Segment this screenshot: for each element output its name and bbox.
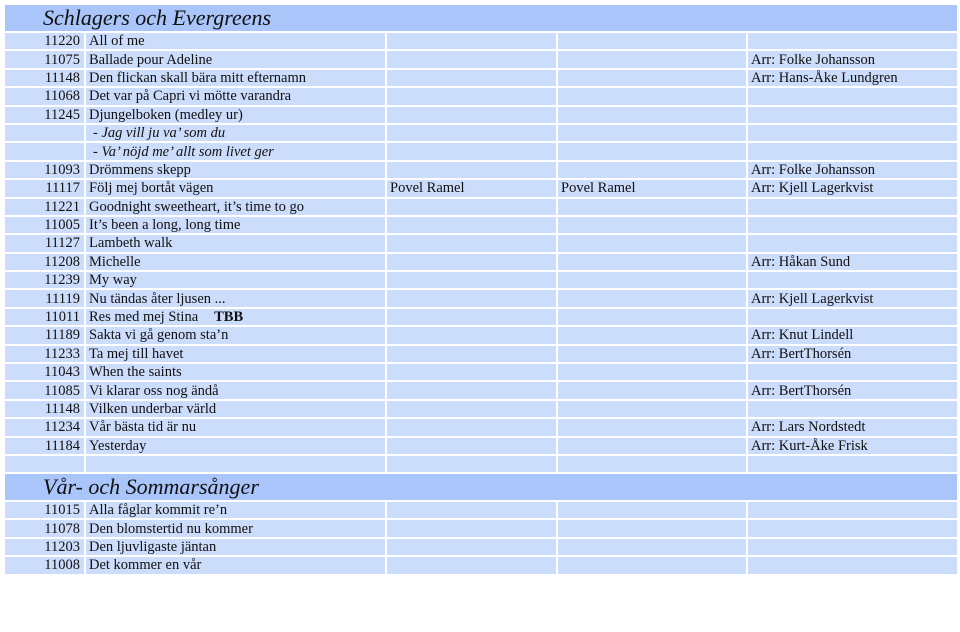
catalog-table	[3, 3, 959, 576]
lyricist-cell	[557, 289, 747, 307]
song-title	[85, 271, 386, 289]
medley-subtitle: - Va’ nöjd me’ allt som livet ger	[93, 143, 274, 160]
composer-cell: Povel Ramel	[386, 179, 557, 197]
composer-cell	[386, 161, 557, 179]
catalog-number: 11075	[4, 50, 85, 68]
composer-cell	[386, 50, 557, 68]
composer-cell	[386, 519, 557, 537]
song-title	[85, 326, 386, 344]
song-row	[4, 253, 958, 271]
composer-cell	[386, 198, 557, 216]
lyricist-cell	[557, 437, 747, 455]
empty-cell	[747, 455, 958, 473]
song-row	[4, 437, 958, 455]
spacer-row	[4, 455, 958, 473]
song-title	[85, 345, 386, 363]
lyricist-cell	[557, 400, 747, 418]
catalog-number: 11119	[4, 289, 85, 307]
song-title-text: Vår bästa tid är nu	[89, 419, 197, 436]
catalog-number	[4, 124, 85, 142]
song-title-text: Det var på Capri vi mötte varandra	[89, 88, 292, 105]
lyricist-cell	[557, 161, 747, 179]
composer-cell	[386, 32, 557, 50]
arranger-cell: Arr: Folke Johansson	[747, 161, 958, 179]
catalog-number: 11234	[4, 418, 85, 436]
catalog-number: 11008	[4, 556, 85, 574]
composer-cell	[386, 418, 557, 436]
song-title-text: My way	[89, 272, 137, 289]
lyricist-cell	[557, 106, 747, 124]
song-title-text: Ballade pour Adeline	[89, 51, 213, 68]
catalog-number: 11189	[4, 326, 85, 344]
arranger-cell	[747, 556, 958, 574]
song-title	[85, 161, 386, 179]
arranger-cell: Arr: BertThorsén	[747, 345, 958, 363]
song-title	[85, 124, 386, 142]
arranger-cell: Arr: Folke Johansson	[747, 50, 958, 68]
composer-cell	[386, 326, 557, 344]
song-title-text: Vilken underbar värld	[89, 401, 217, 417]
lyricist-cell	[557, 234, 747, 252]
arranger-cell: Arr: Kjell Lagerkvist	[747, 289, 958, 307]
lyricist-cell	[557, 363, 747, 381]
song-row	[4, 179, 958, 197]
song-row	[4, 345, 958, 363]
catalog-number: 11117	[4, 179, 85, 197]
song-row	[4, 326, 958, 344]
arranger-cell: Arr: Hans-Åke Lundgren	[747, 69, 958, 87]
lyricist-cell	[557, 418, 747, 436]
song-title	[85, 418, 386, 436]
song-row	[4, 198, 958, 216]
lyricist-cell	[557, 142, 747, 160]
song-title	[85, 519, 386, 537]
catalog-number: 11005	[4, 216, 85, 234]
arranger-cell	[747, 106, 958, 124]
arranger-cell	[747, 216, 958, 234]
arranger-cell	[747, 32, 958, 50]
arranger-cell	[747, 198, 958, 216]
arranger-cell	[747, 363, 958, 381]
lyricist-cell	[557, 32, 747, 50]
song-row	[4, 556, 958, 574]
song-title-text: Nu tändas åter ljusen ...	[89, 290, 226, 307]
song-title	[85, 142, 386, 160]
composer-cell	[386, 556, 557, 574]
section-title: Schlagers och Evergreens	[4, 4, 958, 32]
catalog-number: 11093	[4, 161, 85, 179]
song-title-text: Den ljuvligaste jäntan	[89, 538, 217, 555]
song-title	[85, 234, 386, 252]
song-title	[85, 106, 386, 124]
song-row	[4, 234, 958, 252]
arranger-cell: Arr: Kjell Lagerkvist	[747, 179, 958, 197]
song-title-text: Goodnight sweetheart, it’s time to go	[89, 198, 305, 215]
composer-cell	[386, 501, 557, 519]
empty-cell	[557, 455, 747, 473]
song-title	[85, 50, 386, 68]
composer-cell	[386, 289, 557, 307]
song-title-text: Michelle	[89, 253, 141, 270]
arranger-cell: Arr: BertThorsén	[747, 381, 958, 399]
lyricist-cell	[557, 538, 747, 556]
song-title-text: Det kommer en vår	[89, 557, 202, 574]
catalog-number	[4, 142, 85, 160]
composer-cell	[386, 87, 557, 105]
composer-cell	[386, 400, 557, 418]
arranger-cell	[747, 538, 958, 556]
lyricist-cell	[557, 69, 747, 87]
song-row	[4, 519, 958, 537]
lyricist-cell: Povel Ramel	[557, 179, 747, 197]
lyricist-cell	[557, 519, 747, 537]
song-title	[85, 556, 386, 574]
composer-cell	[386, 142, 557, 160]
song-title-text: Yesterday	[89, 437, 147, 454]
catalog-number: 11184	[4, 437, 85, 455]
song-title-text: Ta mej till havet	[89, 345, 184, 362]
empty-cell	[85, 455, 386, 473]
catalog-body	[4, 4, 958, 575]
song-title-text: Res med mej Stina	[89, 309, 199, 326]
arranger-cell	[747, 124, 958, 142]
song-title	[85, 437, 386, 455]
song-row	[4, 69, 958, 87]
arranger-cell	[747, 271, 958, 289]
composer-cell	[386, 253, 557, 271]
empty-cell	[386, 455, 557, 473]
catalog-number: 11203	[4, 538, 85, 556]
catalog-number: 11011	[4, 308, 85, 326]
catalog-number: 11239	[4, 271, 85, 289]
song-title-text: Drömmens skepp	[89, 161, 191, 178]
section-header-row	[4, 473, 958, 501]
catalog-number: 11148	[4, 400, 85, 418]
song-row	[4, 142, 958, 160]
lyricist-cell	[557, 501, 747, 519]
song-row	[4, 400, 958, 418]
arranger-cell	[747, 519, 958, 537]
lyricist-cell	[557, 326, 747, 344]
arranger-cell	[747, 234, 958, 252]
catalog-number: 11015	[4, 501, 85, 519]
song-title-text: Djungelboken (medley ur)	[89, 106, 243, 123]
catalog-number: 11127	[4, 234, 85, 252]
song-row	[4, 418, 958, 436]
composer-cell	[386, 234, 557, 252]
song-title	[85, 69, 386, 87]
song-title	[85, 381, 386, 399]
arranger-cell: Arr: Knut Lindell	[747, 326, 958, 344]
song-title	[85, 198, 386, 216]
song-row	[4, 87, 958, 105]
arranger-cell	[747, 501, 958, 519]
composer-cell	[386, 345, 557, 363]
empty-cell	[4, 455, 85, 473]
song-title	[85, 363, 386, 381]
song-row	[4, 32, 958, 50]
song-title	[85, 87, 386, 105]
song-title	[85, 179, 386, 197]
catalog-number: 11245	[4, 106, 85, 124]
catalog-number: 11208	[4, 253, 85, 271]
catalog-number: 11220	[4, 32, 85, 50]
song-row	[4, 161, 958, 179]
song-title-text: Lambeth walk	[89, 235, 173, 252]
lyricist-cell	[557, 253, 747, 271]
section-title: Vår- och Sommarsånger	[4, 473, 958, 501]
catalog-number: 11085	[4, 381, 85, 399]
song-row	[4, 216, 958, 234]
arranger-cell: Arr: Kurt-Åke Frisk	[747, 437, 958, 455]
composer-cell	[386, 69, 557, 87]
composer-cell	[386, 381, 557, 399]
lyricist-cell	[557, 216, 747, 234]
song-title	[85, 216, 386, 234]
song-title	[85, 32, 386, 50]
arranger-cell	[747, 400, 958, 418]
lyricist-cell	[557, 271, 747, 289]
arranger-cell: Arr: Håkan Sund	[747, 253, 958, 271]
lyricist-cell	[557, 345, 747, 363]
composer-cell	[386, 106, 557, 124]
lyricist-cell	[557, 50, 747, 68]
lyricist-cell	[557, 556, 747, 574]
song-row	[4, 381, 958, 399]
composer-cell	[386, 538, 557, 556]
song-title-text: All of me	[89, 33, 145, 50]
composer-cell	[386, 437, 557, 455]
song-row	[4, 50, 958, 68]
lyricist-cell	[557, 198, 747, 216]
song-title	[85, 538, 386, 556]
song-title-text: Följ mej bortåt vägen	[89, 180, 214, 197]
song-title-text: Vi klarar oss nog ändå	[89, 382, 219, 399]
lyricist-cell	[557, 124, 747, 142]
song-row	[4, 308, 958, 326]
section-header-row	[4, 4, 958, 32]
song-title-text: It’s been a long, long time	[89, 217, 241, 234]
song-row	[4, 363, 958, 381]
song-row	[4, 289, 958, 307]
song-row	[4, 271, 958, 289]
song-title	[85, 501, 386, 519]
catalog-number: 11233	[4, 345, 85, 363]
song-title-text: Den flickan skall bära mitt efternamn	[89, 69, 307, 86]
composer-cell	[386, 271, 557, 289]
composer-cell	[386, 308, 557, 326]
composer-cell	[386, 216, 557, 234]
arranger-cell	[747, 308, 958, 326]
song-title	[85, 400, 386, 418]
song-row	[4, 501, 958, 519]
catalog-number: 11221	[4, 198, 85, 216]
lyricist-cell	[557, 87, 747, 105]
medley-subtitle: - Jag vill ju va’ som du	[93, 125, 226, 142]
song-row	[4, 124, 958, 142]
song-title	[85, 308, 386, 326]
song-title	[85, 253, 386, 271]
voicing-tag: TBB	[214, 309, 244, 326]
catalog-number: 11043	[4, 363, 85, 381]
catalog-number: 11068	[4, 87, 85, 105]
lyricist-cell	[557, 308, 747, 326]
song-title-text: Den blomstertid nu kommer	[89, 520, 253, 537]
song-title	[85, 289, 386, 307]
composer-cell	[386, 363, 557, 381]
song-row	[4, 538, 958, 556]
catalog-number: 11148	[4, 69, 85, 87]
song-row	[4, 106, 958, 124]
composer-cell	[386, 124, 557, 142]
arranger-cell	[747, 142, 958, 160]
song-title-text: When the saints	[89, 364, 182, 381]
arranger-cell: Arr: Lars Nordstedt	[747, 418, 958, 436]
song-title-text: Alla fåglar kommit re’n	[89, 502, 228, 519]
arranger-cell	[747, 87, 958, 105]
catalog-number: 11078	[4, 519, 85, 537]
lyricist-cell	[557, 381, 747, 399]
song-title-text: Sakta vi gå genom sta’n	[89, 327, 229, 344]
